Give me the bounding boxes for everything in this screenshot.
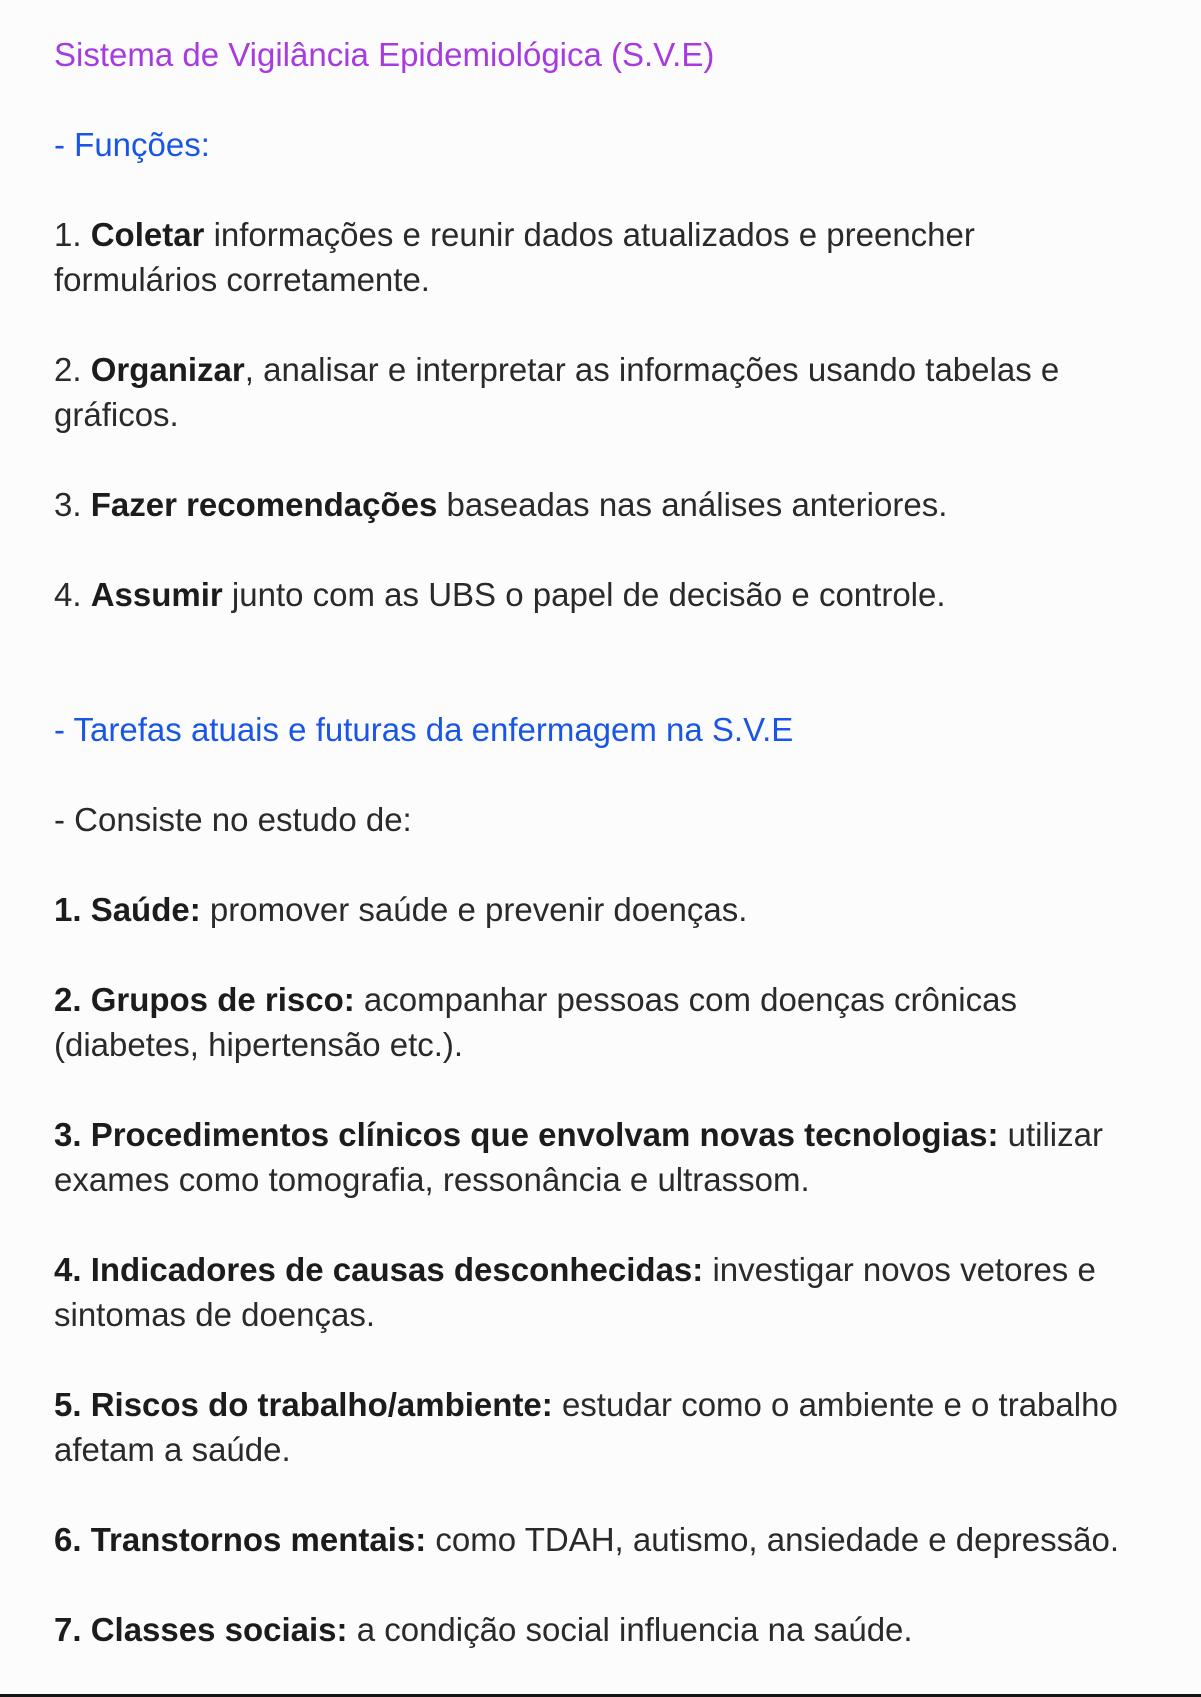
item-text: acompanhar pessoas com doenças crônicas	[354, 981, 1017, 1018]
item-keyword: 5. Riscos do trabalho/ambiente:	[54, 1386, 553, 1423]
item-keyword: 6. Transtornos mentais:	[54, 1521, 427, 1558]
tarefa-item-2-continuation: (diabetes, hipertensão etc.).	[54, 1026, 464, 1063]
item-number: 3.	[54, 486, 91, 523]
funcao-item-2-continuation: gráficos.	[54, 396, 179, 433]
item-text: baseadas nas análises anteriores.	[437, 486, 948, 523]
item-text: utilizar	[998, 1116, 1103, 1153]
item-keyword: Fazer recomendações	[90, 486, 438, 523]
item-text: junto com as UBS o papel de decisão e controle.	[222, 576, 946, 613]
item-keyword: 1. Saúde:	[54, 891, 201, 928]
item-keyword: Organizar	[90, 351, 245, 388]
item-text: informações e reunir dados atualizados e preencher	[204, 216, 975, 253]
section-intro: - Consiste no estudo de:	[54, 801, 412, 838]
tarefa-item-2	[54, 977, 1017, 1022]
item-number: 4.	[54, 576, 91, 613]
item-text: estudar como o ambiente e o trabalho	[552, 1386, 1118, 1423]
tarefa-item-3	[54, 1112, 1103, 1157]
item-text: , analisar e interpretar as informações usando tabelas e	[244, 351, 1060, 388]
tarefa-item-7	[54, 1607, 913, 1652]
tarefa-item-6	[54, 1517, 1119, 1562]
tarefa-item-5	[54, 1382, 1118, 1427]
section-heading-funcoes: - Funções:	[54, 126, 210, 163]
item-keyword: 7. Classes sociais:	[54, 1611, 348, 1648]
tarefa-item-3-continuation: exames como tomografia, ressonância e ultrassom.	[54, 1161, 810, 1198]
item-text: a condição social influencia na saúde.	[347, 1611, 913, 1648]
tarefa-item-1	[54, 887, 747, 932]
item-keyword: 3. Procedimentos clínicos que envolvam novas tecnologias:	[54, 1116, 999, 1153]
item-keyword: Assumir	[90, 576, 223, 613]
funcao-item-2	[54, 347, 1059, 392]
item-number: 1.	[54, 216, 91, 253]
section-heading-tarefas: - Tarefas atuais e futuras da enfermagem na S.V.E	[54, 711, 794, 748]
funcao-item-4	[54, 572, 946, 617]
item-text: como TDAH, autismo, ansiedade e depressão.	[426, 1521, 1120, 1558]
funcao-item-3	[54, 482, 947, 527]
tarefa-item-4-continuation: sintomas de doenças.	[54, 1296, 376, 1333]
item-text: investigar novos vetores e	[703, 1251, 1096, 1288]
tarefa-item-5-continuation: afetam a saúde.	[54, 1431, 291, 1468]
funcao-item-1-continuation: formulários corretamente.	[54, 261, 430, 298]
item-number: 2.	[54, 351, 91, 388]
funcao-item-1	[54, 212, 975, 257]
item-keyword: 4. Indicadores de causas desconhecidas:	[54, 1251, 704, 1288]
page-title: Sistema de Vigilância Epidemiológica (S.V.E)	[54, 36, 715, 73]
item-text: promover saúde e prevenir doenças.	[200, 891, 748, 928]
tarefa-item-4	[54, 1247, 1096, 1292]
item-keyword: Coletar	[90, 216, 205, 253]
item-keyword: 2. Grupos de risco:	[54, 981, 355, 1018]
